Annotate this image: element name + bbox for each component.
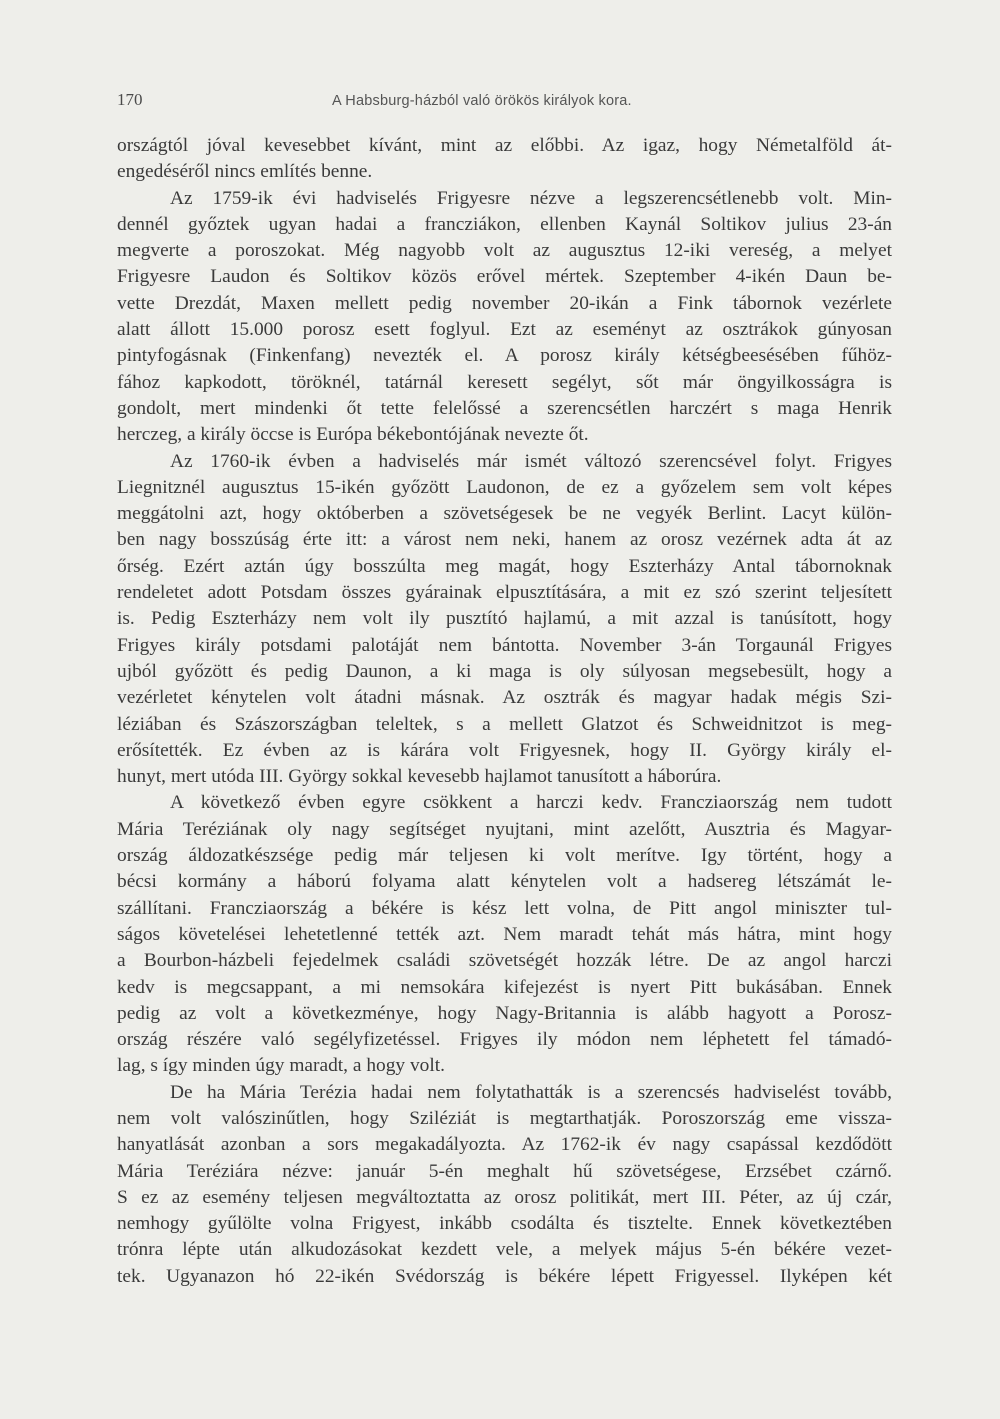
page-number: 170 — [117, 90, 143, 109]
text-line: vette Drezdát, Maxen mellett pedig november 20-ikán a Fink tábornok vezérlete — [117, 292, 892, 314]
text-line: Az 1760-ik évben a hadviselés már ismét változó szerencsével folyt. Frigyes — [170, 450, 892, 472]
text-line: Mária Teréziának oly nagy segítséget nyujtani, mint azelőtt, Ausztria és Magyar- — [117, 818, 892, 840]
text-line: A következő évben egyre csökkent a harczi kedv. Francziaország nem tudott — [170, 792, 892, 814]
text-line: a Bourbon-házbeli fejedelmek családi szövetségét hozzák létre. De az angol harczi — [117, 950, 892, 972]
body-text — [117, 133, 892, 1290]
text-line: megverte a poroszokat. Még nagyobb volt az augusztus 12-iki vereség, a melyet — [117, 240, 892, 262]
text-line: gondolt, mert mindenki őt tette felelőssé a szerencsétlen harczért s maga Henrik — [117, 397, 892, 419]
text-line: Liegnitznél augusztus 15-ikén győzött Laudonon, de ez a győzelem sem volt képes — [117, 476, 892, 498]
text-line: herczeg, a király öccse is Európa békebontójának nevezte őt. — [117, 424, 589, 446]
text-line: fához kapkodott, töröknél, tatárnál keresett segélyt, sőt már öngyilkosságra is — [117, 371, 892, 393]
text-line: De ha Mária Terézia hadai nem folytathatták is a szerencsés hadviselést tovább, — [170, 1081, 892, 1103]
text-line: meggátolni azt, hogy októberben a szövetségesek be ne vegyék Berlint. Lacyt külön- — [117, 503, 892, 525]
text-line: őrség. Ezért aztán úgy bosszúlta meg magát, hogy Eszterházy Antal tábornoknak — [117, 555, 892, 577]
text-line: Az 1759-ik évi hadviselés Frigyesre nézve a legszerencsétlenebb volt. Min- — [170, 187, 892, 209]
running-head: A Habsburg-házból való örökös királyok kora. — [332, 93, 632, 109]
text-line: Mária Teréziára nézve: január 5-én meghalt hű szövetségese, Erzsébet czárnő. — [117, 1160, 892, 1182]
text-line: is. Pedig Eszterházy nem volt ily pusztító hajlamú, a mit azzal is tanúsított, hogy — [117, 608, 892, 630]
text-line: hunyt, mert utóda III. György sokkal kevesebb hajlamot tanusított a háborúra. — [117, 766, 722, 788]
text-line: ben nagy bosszúság érte itt: a várost nem neki, hanem az orosz vezérnek adta át az — [117, 529, 892, 551]
text-line: Frigyes király potsdami palotáját nem bántotta. November 3-án Torgaunál Frigyes — [117, 634, 892, 656]
text-line: dennél győztek ugyan hadai a francziákon, ellenben Kaynál Soltikov julius 23-án — [117, 213, 892, 235]
text-line: tek. Ugyanazon hó 22-ikén Svédország is békére lépett Frigyessel. Ilyképen két — [117, 1265, 892, 1287]
text-line: engedéséről nincs említés benne. — [117, 161, 373, 183]
text-line: hanyatlását azonban a sors megakadályozta. Az 1762-ik év nagy csapással kezdődött — [117, 1134, 892, 1156]
text-line: trónra lépte után alkudozásokat kezdett vele, a melyek május 5-én békére vezet- — [117, 1239, 892, 1261]
text-line: pedig az volt a következménye, hogy Nagy-Britannia is alább hagyott a Porosz- — [117, 1002, 892, 1024]
text-line: nemhogy gyűlölte volna Frigyest, inkább csodálta és tisztelte. Ennek következtében — [117, 1213, 892, 1235]
text-line: vezérletet kénytelen volt átadni másnak. Az osztrák és magyar hadak mégis Szi- — [117, 687, 892, 709]
text-line: léziában és Szászországban teleltek, s a mellett Glatzot és Schweidnitzot is meg- — [117, 713, 892, 735]
text-line: bécsi kormány a háború folyama alatt kénytelen volt a hadsereg létszámát le- — [117, 871, 892, 893]
text-line: lag, s így minden úgy maradt, a hogy volt. — [117, 1055, 445, 1077]
text-line: kedv is megcsappant, a mi nemsokára kifejezést is nyert Pitt bukásában. Ennek — [117, 976, 892, 998]
text-line: ujból győzött és pedig Daunon, a ki maga is oly súlyosan megsebesült, hogy a — [117, 660, 892, 682]
text-line: ország részére való segélyfizetéssel. Frigyes ily módon nem léphetett fel támadó- — [117, 1029, 892, 1051]
text-line: ország áldozatkészsége pedig már teljesen ki volt merítve. Igy történt, hogy a — [117, 845, 892, 867]
text-line: nem volt valószinűtlen, hogy Sziléziát is megtarthatják. Poroszország eme vissza- — [117, 1107, 892, 1129]
text-line: S ez az esemény teljesen megváltoztatta az orosz politikát, mert III. Péter, az új czár, — [117, 1186, 892, 1208]
text-line: szállítani. Francziaország a békére is kész lett volna, de Pitt angol miniszter tul- — [117, 897, 892, 919]
text-line: Frigyesre Laudon és Soltikov közös erővel mértek. Szeptember 4-ikén Daun be- — [117, 266, 892, 288]
text-line: pintyfogásnak (Finkenfang) nevezték el. A porosz király kétségbeesésében fűhöz- — [117, 345, 892, 367]
text-line: rendeletet adott Potsdam összes gyárainak elpusztítására, a mit ez szó szerint teljesített — [117, 582, 892, 604]
page-header — [117, 90, 887, 112]
text-line: alatt állott 15.000 porosz esett foglyul. Ezt az eseményt az osztrákok gúnyosan — [117, 319, 892, 341]
text-line: országtól jóval kevesebbet kívánt, mint az előbbi. Az igaz, hogy Németalföld át- — [117, 135, 892, 156]
text-line: erősítették. Ez évben az is kárára volt Frigyesnek, hogy II. György király el- — [117, 739, 892, 761]
text-line: ságos követelései lehetetlenné tették azt. Nem maradt tehát más hátra, mint hogy — [117, 923, 892, 945]
